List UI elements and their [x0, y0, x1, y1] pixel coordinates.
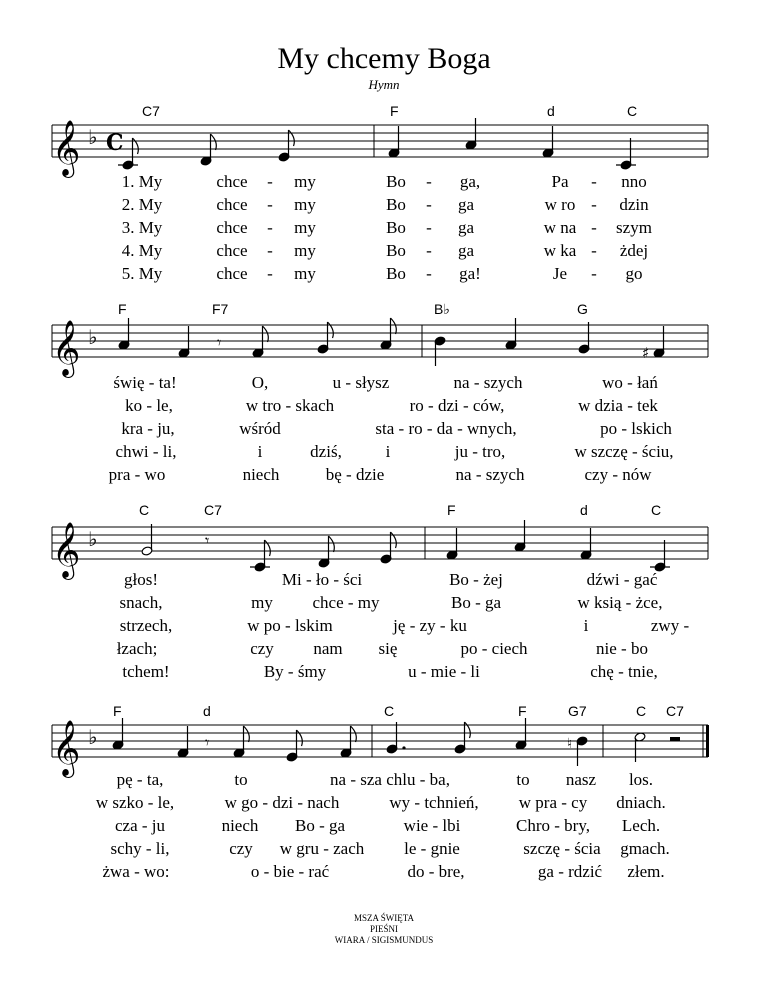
- lyric-syllable: nno: [621, 172, 647, 191]
- lyric-syllable: 2. My: [121, 195, 163, 214]
- lyric-syllable: niech: [242, 465, 280, 484]
- lyric-syllable: Pa: [551, 172, 569, 191]
- lyric-syllable: go: [625, 264, 643, 283]
- lyric-syllable: świę - ta!: [113, 373, 177, 392]
- lyric-syllable: w ka: [543, 241, 577, 260]
- eighth-rest-icon: 𝄾: [205, 531, 210, 550]
- flat-key-icon: ♭: [88, 325, 98, 349]
- lyric-syllable: ga - rdzić: [537, 862, 603, 881]
- lyric-syllable: tchem!: [122, 662, 170, 681]
- lyric-syllable: -: [267, 195, 273, 214]
- lyric-syllable: my: [294, 218, 316, 237]
- chord-symbol: F: [113, 703, 122, 719]
- lyric-syllable: -: [426, 172, 432, 191]
- lyric-syllable: -: [426, 195, 432, 214]
- lyric-syllable: czy: [229, 839, 253, 858]
- lyric-syllable: ga,: [459, 172, 481, 191]
- sharp-icon: ♯: [642, 344, 650, 362]
- flat-key-icon: ♭: [88, 527, 98, 551]
- lyric-syllable: 5. My: [121, 264, 163, 283]
- eighth-rest-icon: 𝄾: [217, 333, 222, 352]
- system-2: [0, 300, 768, 490]
- lyric-syllable: żwa - wo:: [102, 862, 170, 881]
- lyric-syllable: my: [294, 264, 316, 283]
- lyric-syllable: u - mie - li: [408, 662, 480, 681]
- lyric-syllable: ga: [457, 195, 475, 214]
- chord-symbol: F: [118, 301, 127, 317]
- dot-icon: [402, 746, 405, 749]
- lyric-syllable: bę - dzie: [325, 465, 385, 484]
- lyric-syllable: chce: [216, 172, 248, 191]
- system-1: [0, 100, 768, 290]
- lyric-syllable: i: [385, 442, 391, 461]
- song-title: My chcemy Boga: [277, 42, 491, 75]
- lyric-syllable: 4. My: [121, 241, 163, 260]
- lyric-syllable: nie - bo: [596, 639, 648, 658]
- lyric-syllable: Chro - bry,: [516, 816, 590, 835]
- lyric-syllable: strzech,: [119, 616, 173, 635]
- flat-key-icon: ♭: [88, 125, 98, 149]
- lyric-syllable: czy - nów: [584, 465, 652, 484]
- lyric-syllable: zwy -: [650, 616, 690, 635]
- lyric-syllable: chce: [216, 264, 248, 283]
- chord-symbol: d: [580, 502, 588, 518]
- lyric-syllable: -: [426, 218, 432, 237]
- lyric-syllable: -: [267, 241, 273, 260]
- lyric-syllable: ga!: [459, 264, 481, 283]
- lyric-syllable: los.: [628, 770, 654, 789]
- flat-key-icon: ♭: [88, 725, 98, 749]
- lyric-syllable: Bo: [386, 241, 406, 260]
- chord-symbol: F: [447, 502, 456, 518]
- chord-symbol: F: [518, 703, 527, 719]
- lyric-syllable: my: [294, 241, 316, 260]
- lyric-syllable: w tro - skach: [245, 396, 335, 415]
- lyric-syllable: łzach;: [116, 639, 158, 658]
- lyric-syllable: po - ciech: [460, 639, 528, 658]
- lyric-syllable: -: [267, 218, 273, 237]
- lyric-syllable: By - śmy: [263, 662, 327, 681]
- music-staff: [0, 100, 768, 180]
- lyric-syllable: to: [516, 770, 530, 789]
- eighth-rest-icon: 𝄾: [205, 733, 210, 752]
- lyric-syllable: na - sza chlu - ba,: [330, 770, 450, 789]
- lyric-syllable: wśród: [239, 419, 281, 438]
- lyric-syllable: O,: [251, 373, 269, 392]
- lyric-syllable: dziś,: [310, 442, 342, 461]
- lyric-syllable: do - bre,: [407, 862, 465, 881]
- lyric-syllable: schy - li,: [110, 839, 170, 858]
- lyric-syllable: Bo - ga: [294, 816, 346, 835]
- lyric-syllable: -: [591, 218, 597, 237]
- lyric-syllable: ga: [457, 241, 475, 260]
- lyric-syllable: ko - le,: [125, 396, 173, 415]
- music-staff: [0, 300, 768, 380]
- chord-symbol: F: [390, 103, 399, 119]
- lyric-syllable: na - szych: [455, 465, 525, 484]
- common-time-icon: C: [106, 130, 124, 156]
- lyric-syllable: snach,: [119, 593, 163, 612]
- lyric-syllable: cza - ju: [114, 816, 166, 835]
- lyric-syllable: le - gnie: [404, 839, 460, 858]
- lyric-syllable: o - bie - rać: [250, 862, 330, 881]
- lyric-syllable: Mi - ło - ści: [281, 570, 363, 589]
- song-subtitle: Hymn: [368, 77, 400, 92]
- lyric-syllable: Bo: [386, 195, 406, 214]
- lyric-syllable: w ro: [544, 195, 576, 214]
- lyric-syllable: wie - lbi: [403, 816, 461, 835]
- footer-line: WIARA / SIGISMUNDUS: [334, 935, 434, 945]
- lyric-syllable: chce: [216, 218, 248, 237]
- system-3: [0, 502, 768, 692]
- lyric-syllable: złem.: [627, 862, 665, 881]
- lyric-syllable: szczę - ścia: [523, 839, 601, 858]
- lyric-syllable: -: [267, 264, 273, 283]
- lyric-syllable: 3. My: [121, 218, 163, 237]
- lyric-syllable: -: [591, 264, 597, 283]
- footer-line: PIEŚNI: [369, 924, 398, 934]
- lyric-syllable: my: [294, 172, 316, 191]
- lyric-syllable: w szczę - ściu,: [574, 442, 674, 461]
- lyric-syllable: Bo - żej: [449, 570, 503, 589]
- half-rest-icon: [670, 737, 680, 741]
- lyric-syllable: ro - dzi - ców,: [409, 396, 505, 415]
- footer-line: MSZA ŚWIĘTA: [353, 913, 415, 923]
- lyric-syllable: -: [267, 172, 273, 191]
- treble-clef-icon: 𝄞: [52, 120, 81, 176]
- lyric-syllable: Bo: [386, 264, 406, 283]
- lyric-syllable: i: [583, 616, 589, 635]
- lyric-syllable: wy - tchnień,: [389, 793, 479, 812]
- lyric-syllable: na - szych: [453, 373, 523, 392]
- lyric-syllable: to: [234, 770, 248, 789]
- system-4: [0, 700, 768, 890]
- chord-symbol: C: [636, 703, 647, 719]
- lyric-syllable: w dzia - tek: [578, 396, 658, 415]
- lyric-syllable: dniach.: [616, 793, 666, 812]
- lyric-syllable: chce - my: [312, 593, 380, 612]
- chord-symbol: G7: [568, 703, 587, 719]
- lyric-syllable: Bo - ga: [450, 593, 502, 612]
- treble-clef-icon: 𝄞: [52, 320, 81, 376]
- chord-symbol: d: [203, 703, 211, 719]
- lyric-syllable: u - słysz: [332, 373, 390, 392]
- lyric-syllable: kra - ju,: [121, 419, 175, 438]
- lyric-syllable: -: [426, 241, 432, 260]
- lyric-syllable: ju - tro,: [454, 442, 506, 461]
- lyric-syllable: -: [591, 195, 597, 214]
- lyric-syllable: -: [591, 172, 597, 191]
- lyric-syllable: czy: [250, 639, 274, 658]
- lyric-syllable: -: [591, 241, 597, 260]
- lyric-syllable: w go - dzi - nach: [224, 793, 340, 812]
- lyric-syllable: w pra - cy: [518, 793, 588, 812]
- chord-symbol: B♭: [434, 301, 450, 317]
- lyric-syllable: się: [378, 639, 398, 658]
- chord-symbol: d: [547, 103, 555, 119]
- lyric-syllable: dzin: [619, 195, 649, 214]
- chord-symbol: F7: [212, 301, 229, 317]
- lyric-syllable: ję - zy - ku: [393, 616, 467, 635]
- lyric-syllable: w na: [543, 218, 577, 237]
- lyric-syllable: Bo: [386, 218, 406, 237]
- lyric-syllable: pę - ta,: [116, 770, 164, 789]
- lyric-syllable: chce: [216, 241, 248, 260]
- lyric-syllable: -: [426, 264, 432, 283]
- lyric-syllable: szym: [616, 218, 652, 237]
- chord-symbol: C7: [204, 502, 222, 518]
- lyric-syllable: Je: [552, 264, 568, 283]
- lyric-syllable: po - lskich: [600, 419, 672, 438]
- chord-symbol: C: [139, 502, 150, 518]
- lyric-syllable: Lech.: [621, 816, 661, 835]
- lyric-syllable: żdej: [619, 241, 649, 260]
- lyric-syllable: w ksią - żce,: [577, 593, 663, 612]
- chord-symbol: G: [577, 301, 588, 317]
- lyric-syllable: chce: [216, 195, 248, 214]
- lyric-syllable: 1. My: [121, 172, 163, 191]
- lyric-syllable: Bo: [386, 172, 406, 191]
- lyric-syllable: wo - łań: [602, 373, 658, 392]
- lyric-syllable: ga: [457, 218, 475, 237]
- lyric-syllable: my: [251, 593, 273, 612]
- lyric-syllable: chę - tnie,: [590, 662, 658, 681]
- lyric-syllable: w gru - zach: [279, 839, 365, 858]
- lyric-syllable: w szko - le,: [95, 793, 175, 812]
- treble-clef-icon: 𝄞: [52, 720, 81, 776]
- natural-icon: ♮: [567, 736, 573, 752]
- lyric-syllable: i: [257, 442, 263, 461]
- lyric-syllable: sta - ro - da - wnych,: [375, 419, 517, 438]
- lyric-syllable: w po - lskim: [247, 616, 333, 635]
- lyric-syllable: niech: [221, 816, 259, 835]
- chord-symbol: C: [627, 103, 638, 119]
- lyric-syllable: my: [294, 195, 316, 214]
- treble-clef-icon: 𝄞: [52, 522, 81, 578]
- lyric-syllable: nasz: [565, 770, 597, 789]
- chord-symbol: C: [651, 502, 662, 518]
- music-staff: [0, 700, 768, 780]
- lyric-syllable: chwi - li,: [115, 442, 177, 461]
- chord-symbol: C7: [666, 703, 684, 719]
- lyric-syllable: głos!: [124, 570, 158, 589]
- lyric-syllable: pra - wo: [108, 465, 166, 484]
- chord-symbol: C: [384, 703, 395, 719]
- lyric-syllable: nam: [313, 639, 343, 658]
- page-footer: [0, 913, 768, 946]
- lyric-syllable: dźwi - gać: [586, 570, 658, 589]
- chord-symbol: C7: [142, 103, 160, 119]
- lyric-syllable: gmach.: [620, 839, 670, 858]
